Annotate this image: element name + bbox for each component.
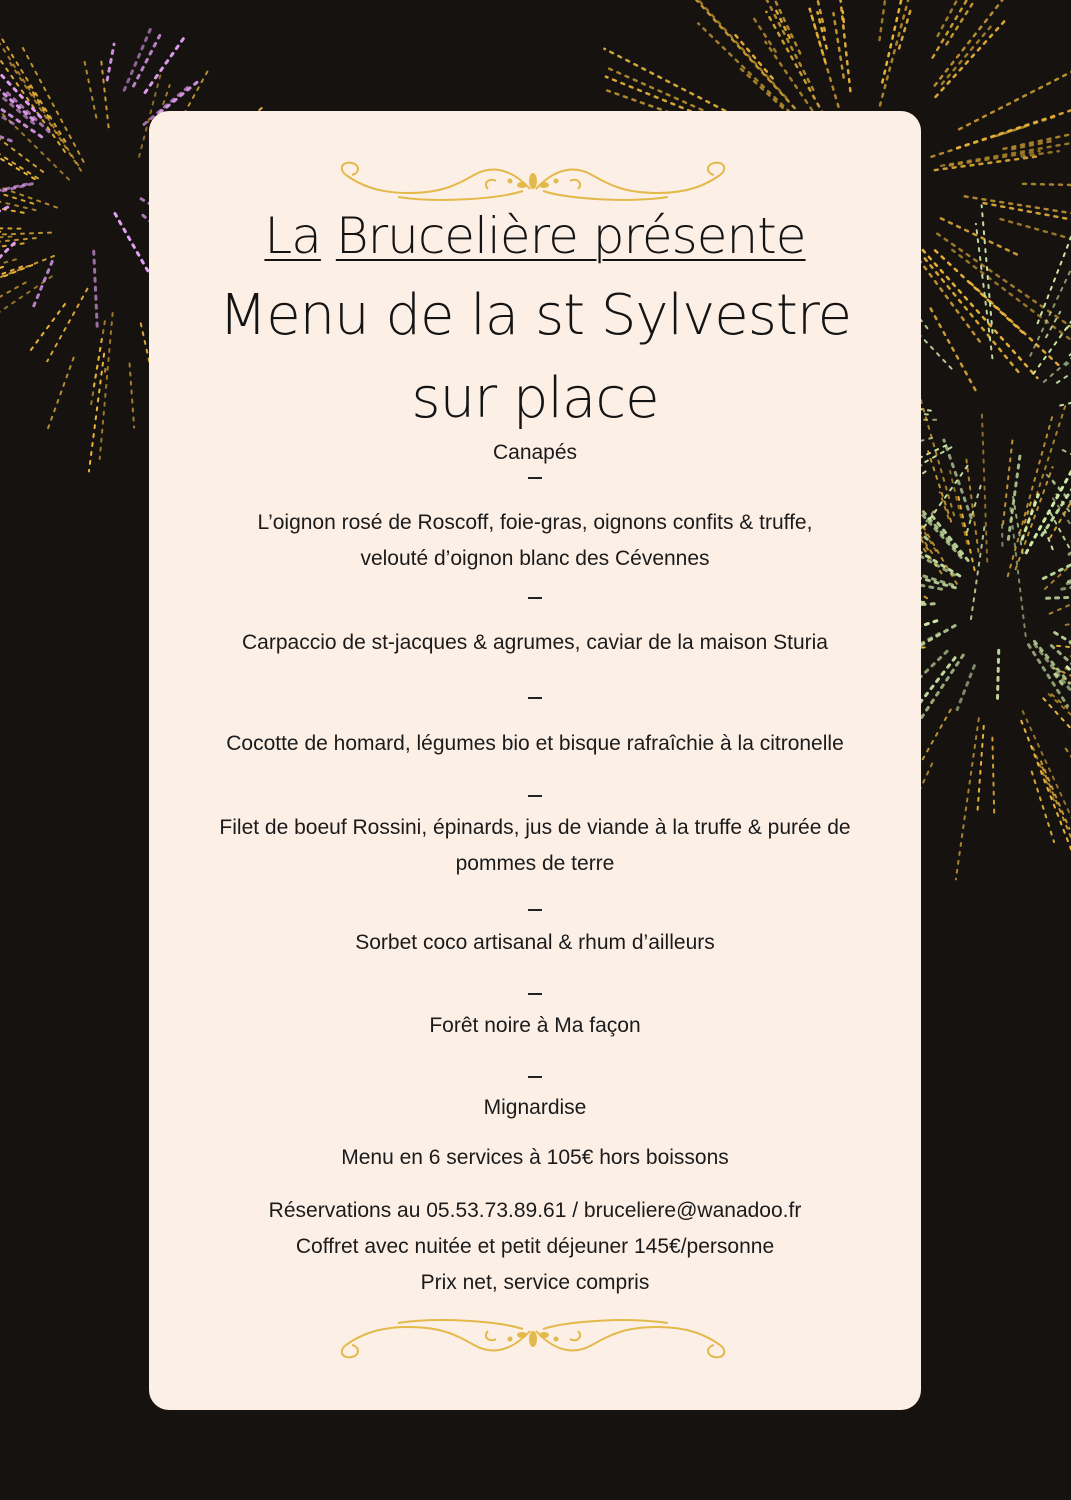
firework-spark — [840, 0, 850, 91]
firework-spark — [1066, 749, 1071, 799]
price-line: Menu en 6 services à 105€ hors boissons — [341, 1146, 729, 1169]
firework-spark — [1047, 594, 1071, 598]
firework-spark — [1030, 226, 1071, 355]
menu-card — [149, 111, 921, 1410]
firework-spark — [946, 0, 978, 44]
firework-spark — [0, 227, 20, 229]
firework-spark — [810, 9, 826, 62]
firework-spark — [956, 718, 979, 879]
firework-spark — [735, 0, 814, 90]
firework-spark — [1046, 312, 1060, 337]
firework-spark — [47, 289, 87, 362]
net-price-line: Prix net, service compris — [420, 1271, 650, 1294]
firework-spark — [811, 0, 825, 31]
firework-spark — [937, 234, 1071, 336]
firework-spark — [1042, 767, 1071, 848]
firework-spark — [915, 466, 967, 540]
firework-spark — [997, 650, 998, 703]
title-name: Brucelière présente — [335, 207, 806, 265]
firework-spark — [1016, 467, 1053, 569]
firework-spark — [1066, 599, 1071, 625]
firework-spark — [0, 202, 24, 212]
course-sorbet: Sorbet coco artisanal & rhum d’ailleurs — [355, 931, 715, 954]
firework-spark — [735, 35, 772, 78]
title-line-1 — [149, 207, 921, 265]
firework-spark — [89, 354, 104, 472]
separator-dash — [528, 993, 542, 995]
firework-spark — [992, 738, 994, 818]
firework-spark — [1001, 219, 1071, 260]
firework-spark — [1045, 534, 1071, 589]
firework-spark — [29, 304, 65, 352]
top-ornament-icon — [338, 159, 728, 205]
separator-dash — [528, 597, 542, 599]
firework-spark — [879, 0, 895, 40]
firework-spark — [966, 458, 978, 552]
firework-spark — [737, 0, 800, 53]
firework-spark — [698, 23, 789, 111]
firework-spark — [1043, 698, 1071, 813]
firework-spark — [936, 20, 1006, 97]
firework-spark — [84, 59, 96, 117]
course-mignardise: Mignardise — [483, 1096, 587, 1119]
firework-spark — [880, 0, 919, 105]
firework-spark — [47, 358, 73, 431]
firework-spark — [753, 18, 775, 52]
reservations-line: Réservations au 05.53.73.89.61 / bruceliere@wanadoo.fr — [268, 1199, 802, 1222]
course-boeuf-line-2: pommes de terre — [455, 852, 615, 875]
firework-spark — [940, 492, 949, 518]
firework-spark — [32, 262, 52, 310]
title-line-2: Menu de la st Sylvestre — [218, 283, 852, 348]
firework-spark — [0, 265, 32, 306]
firework-spark — [1045, 530, 1055, 554]
course-boeuf-line-1: Filet de boeuf Rossini, épinards, jus de viande à la truffe & purée de — [219, 816, 851, 839]
firework-spark — [952, 250, 1071, 341]
firework-spark — [911, 237, 1038, 378]
firework-spark — [666, 0, 800, 115]
course-foret-noire: Forêt noire à Ma façon — [429, 1014, 641, 1037]
firework-spark — [124, 24, 152, 90]
firework-spark — [914, 252, 981, 342]
firework-spark — [1033, 747, 1054, 801]
firework-spark — [604, 49, 733, 115]
firework-spark — [94, 251, 98, 331]
firework-spark — [966, 486, 981, 537]
firework-spark — [957, 91, 1071, 148]
firework-spark — [0, 282, 26, 337]
firework-spark — [107, 44, 114, 80]
separator-dash — [528, 1076, 542, 1078]
firework-spark — [931, 515, 968, 561]
firework-spark — [920, 764, 932, 790]
firework-spark — [0, 256, 54, 324]
firework-spark — [130, 364, 135, 428]
separator-dash — [528, 697, 542, 699]
separator-dash — [528, 909, 542, 911]
firework-spark — [94, 339, 102, 386]
package-line: Coffret avec nuitée et petit déjeuner 145€/personne — [295, 1235, 775, 1258]
firework-spark — [100, 313, 113, 459]
title-line-3: sur place — [411, 366, 659, 431]
firework-spark — [1023, 184, 1071, 186]
firework-spark — [0, 151, 35, 179]
firework-spark — [1055, 633, 1071, 657]
firework-spark — [965, 196, 1071, 217]
firework-spark — [1021, 721, 1071, 876]
firework-spark — [1060, 381, 1071, 406]
firework-spark — [1057, 303, 1071, 383]
firework-spark — [942, 24, 993, 83]
firework-spark — [1002, 525, 1003, 552]
course-homard: Cocotte de homard, légumes bio et bisque rafraîchie à la citronelle — [226, 732, 844, 755]
firework-spark — [977, 726, 983, 813]
firework-spark — [145, 39, 183, 93]
firework-spark — [0, 233, 51, 237]
course-oignon-line-1: L’oignon rosé de Roscoff, foie-gras, oignons confits & truffe, — [257, 511, 813, 534]
firework-spark — [957, 666, 974, 710]
firework-spark — [0, 243, 14, 293]
course-canapes: Canapés — [492, 441, 578, 464]
firework-spark — [0, 237, 11, 240]
firework-spark — [882, 0, 917, 82]
separator-dash — [528, 477, 542, 479]
firework-spark — [0, 128, 11, 141]
firework-spark — [1032, 772, 1054, 842]
separator-dash — [528, 795, 542, 797]
course-carpaccio: Carpaccio de st-jacques & agrumes, caviar de la maison Sturia — [242, 631, 828, 654]
firework-spark — [833, 13, 843, 77]
firework-spark — [22, 46, 84, 162]
firework-spark — [1043, 555, 1071, 579]
firework-spark — [931, 309, 977, 393]
firework-spark — [1022, 495, 1038, 540]
course-oignon-line-2: velouté d’oignon blanc des Cévennes — [360, 547, 710, 570]
title-prefix: La — [264, 207, 321, 265]
bottom-ornament-icon — [338, 1315, 728, 1361]
firework-spark — [1067, 258, 1071, 328]
firework-spark — [1041, 761, 1069, 828]
firework-spark — [0, 276, 52, 336]
